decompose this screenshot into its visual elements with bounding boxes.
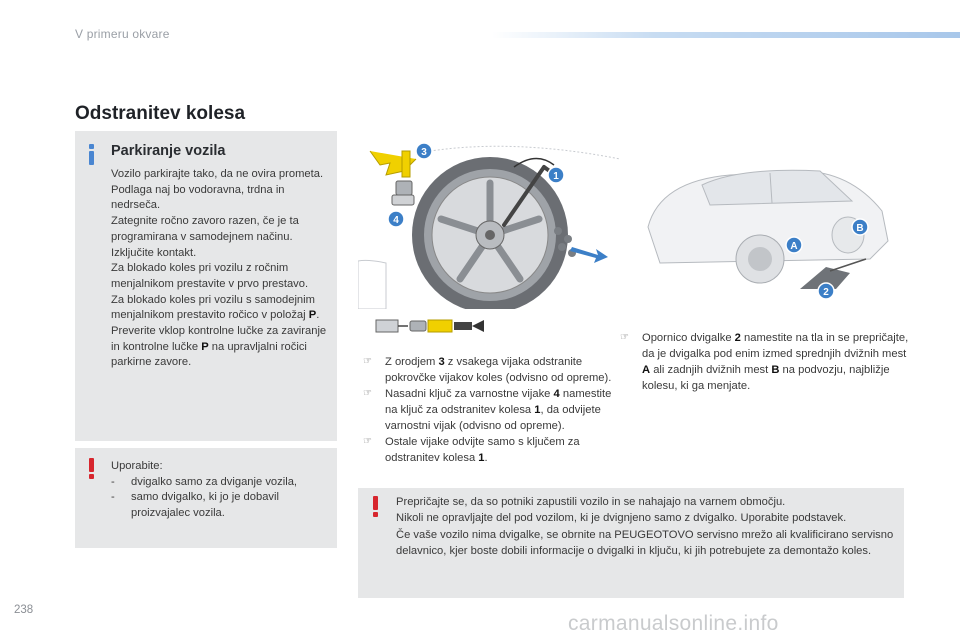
list-item-text: samo dvigalko, ki jo je dobavil proizvajalec vozila. xyxy=(131,491,279,520)
watermark: carmanualsonline.info xyxy=(568,612,779,635)
step-item xyxy=(620,330,910,394)
tool-assembly-illustration xyxy=(372,312,492,340)
info-paragraph: Zategnite ročno zavoro razen, če je ta programirana v samodejnem načinu. xyxy=(111,215,299,243)
step-ref: 1 xyxy=(534,404,541,416)
info-text: na upravljalni ročici parkirne zavore. xyxy=(111,340,307,369)
step-text: namestite na ključ za odstranitev kolesa xyxy=(385,388,612,416)
indicator-label: P xyxy=(201,340,209,353)
step-text: Ostale vijake odvijte samo s ključem za odstranitev kolesa xyxy=(385,436,580,464)
steps-left xyxy=(363,354,625,466)
callout-4: 4 xyxy=(393,215,399,226)
step-item xyxy=(363,354,625,386)
info-text: Za blokado koles pri vozilu s samodejnim menjalnikom prestavito ročico v položaj xyxy=(111,293,315,322)
step-text: ali zadnjih dvižnih mest xyxy=(650,364,772,376)
step-text: Nasadni ključ za varnostne vijake xyxy=(385,388,554,400)
step-ref: 2 xyxy=(734,332,741,344)
step-ref: A xyxy=(642,364,651,376)
list-dash: - xyxy=(111,491,115,504)
info-paragraph: Izključite kontakt. xyxy=(111,246,197,259)
info-icon xyxy=(86,144,98,166)
section-header-title: V primeru okvare xyxy=(75,27,170,41)
callout-1: 1 xyxy=(553,171,559,182)
wheel-removal-illustration xyxy=(358,141,620,309)
step-text: , da odvijete varnostni vijak (odvisno od opreme). xyxy=(385,404,601,432)
step-ref: B xyxy=(771,364,780,376)
page-title: Odstranitev kolesa xyxy=(75,103,246,124)
step-text: namestite na tla in se prepričajte, da je dvigalka pod enim izmed sprednjih dvižnih mest xyxy=(642,332,909,360)
warning-paragraph: Nikoli ne opravljajte del pod vozilom, ki je dvignjeno samo z dvigalko. Uporabite podstavek. xyxy=(396,512,847,525)
gear-position-label: P xyxy=(308,309,317,322)
step-ref: 3 xyxy=(438,356,445,368)
info-paragraph xyxy=(111,324,333,371)
car-jack-illustration xyxy=(620,141,900,313)
info-text: Preverite vklop kontrolne lučke za zaviranje in kontrolne lučke xyxy=(111,325,327,353)
arrow-right-icon: ☞ xyxy=(363,388,372,399)
list-item xyxy=(111,490,331,521)
step-item xyxy=(363,386,625,434)
callout-B: B xyxy=(856,223,864,234)
info-text: . xyxy=(316,309,320,322)
step-item xyxy=(363,434,625,466)
warning-paragraph: Če vaše vozilo nima dvigalke, se obrnite na PEUGEOTOVO servisno mrežo ali kvalificirano servisno delavnico, kjer boste dobili informacije o dvigalki in ključu, ki jih potrebujete za demontažo koles. xyxy=(396,528,894,558)
arrow-right-icon: ☞ xyxy=(363,436,372,447)
callout-2: 2 xyxy=(823,287,829,298)
step-ref: 4 xyxy=(553,388,560,400)
page-number: 238 xyxy=(14,604,34,616)
callout-A: A xyxy=(790,241,798,252)
info-paragraph: Za blokado koles pri vozilu z ročnim menjalnikom prestavite v prvo prestavo. xyxy=(111,262,309,290)
info-body xyxy=(111,167,333,371)
step-text: na podvozju, najbližje kolesu, ki ga menjate. xyxy=(642,364,890,392)
step-text: Z orodjem xyxy=(385,356,439,368)
header-gradient-bar xyxy=(492,32,960,38)
list-item xyxy=(111,475,331,491)
arrow-right-icon: ☞ xyxy=(620,332,629,343)
exclamation-icon xyxy=(372,496,380,518)
steps-right xyxy=(620,330,910,394)
callout-3: 3 xyxy=(421,147,427,158)
arrow-right-icon: ☞ xyxy=(363,356,372,367)
info-heading: Parkiranje vozila xyxy=(111,143,226,159)
step-ref: 1 xyxy=(478,452,485,464)
step-text: Opornico dvigalke xyxy=(642,332,735,344)
info-paragraph: Vozilo parkirajte tako, da ne ovira prometa. Podlaga naj bo vodoravna, trdna in nedrseča. xyxy=(111,168,324,212)
list-dash: - xyxy=(111,475,115,488)
warning-right-body xyxy=(396,494,901,560)
warning-paragraph: Prepričajte se, da so potniki zapustili vozilo in se nahajajo na varnem območju. xyxy=(396,496,786,508)
warning-intro: Uporabite: xyxy=(111,460,163,472)
step-text: . xyxy=(484,452,488,464)
info-paragraph xyxy=(111,293,333,324)
step-text: z vsakega vijaka odstranite pokrovčke vijakov koles (odvisno od opreme). xyxy=(385,356,612,384)
exclamation-icon xyxy=(88,458,96,480)
list-item-text: dvigalko samo za dviganje vozila, xyxy=(131,475,298,488)
warning-left-body xyxy=(111,459,331,522)
